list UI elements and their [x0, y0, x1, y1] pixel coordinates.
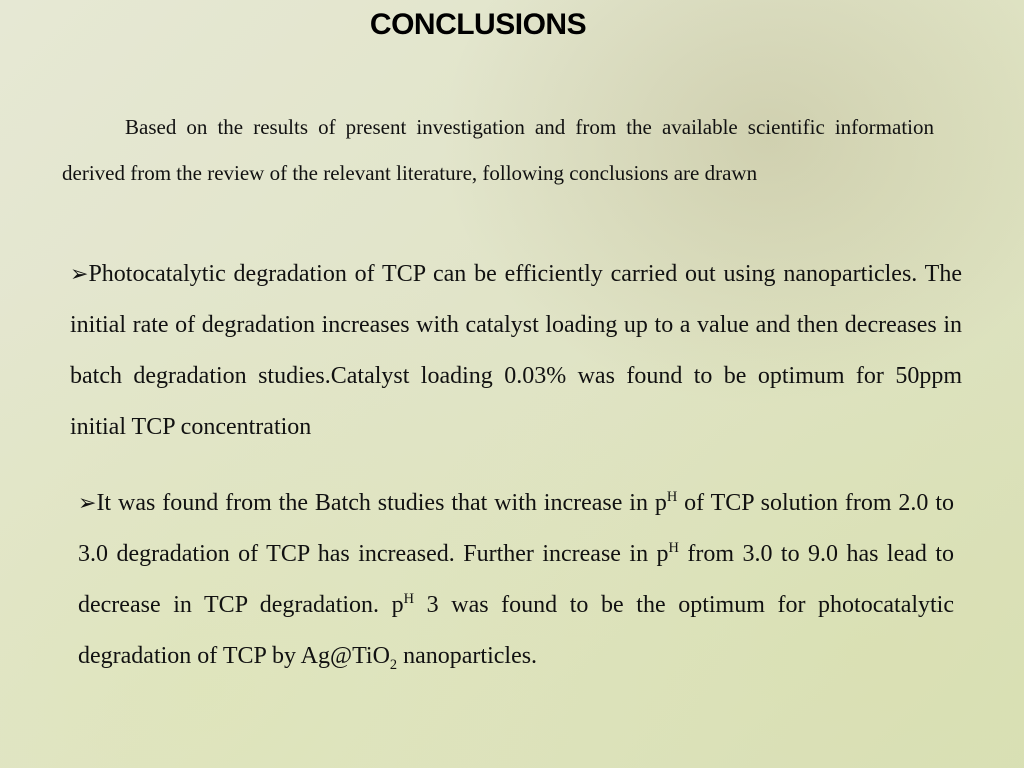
ph-superscript: H: [666, 489, 678, 505]
bullet-2-text-part5: nanoparticles.: [397, 643, 538, 669]
conclusion-bullet-1: [70, 248, 962, 453]
ph-superscript: H: [668, 540, 679, 556]
bullet-2-text-part1: It was found from the Batch studies that with increase in p: [96, 490, 667, 516]
tio2-subscript: 2: [389, 656, 398, 673]
bullet-arrow-icon: ➢: [70, 261, 89, 286]
intro-paragraph: Based on the results of present investigation and from the available scientific information derived from the review of the relevant literature, following conclusions are drawn: [62, 115, 934, 185]
ph-superscript: H: [403, 591, 415, 607]
bullet-arrow-icon: ➢: [78, 490, 97, 515]
bullet-2-text-part3: from 3.0 to 9.0 has lead to decrease in TCP degradation. p: [78, 541, 955, 618]
bullet-1-text: Photocatalytic degradation of TCP can be efficiently carried out using nanoparticles. The initial rate of degradation increases with catalyst loading up to a value and then decreases in batch degradation studies.Catalyst loading 0.03% was found to be optimum for 50ppm initial TCP concentration: [70, 261, 962, 440]
conclusion-bullet-2: [78, 477, 954, 682]
slide-title: CONCLUSIONS: [369, 8, 587, 41]
bullet-2-text-part4: 3 was found to be the optimum for photocatalytic degradation of TCP by Ag@TiO: [78, 592, 954, 669]
bullet-2-text-part2: of TCP solution from 2.0 to 3.0 degradation of TCP has increased. Further increase in p: [78, 490, 955, 567]
